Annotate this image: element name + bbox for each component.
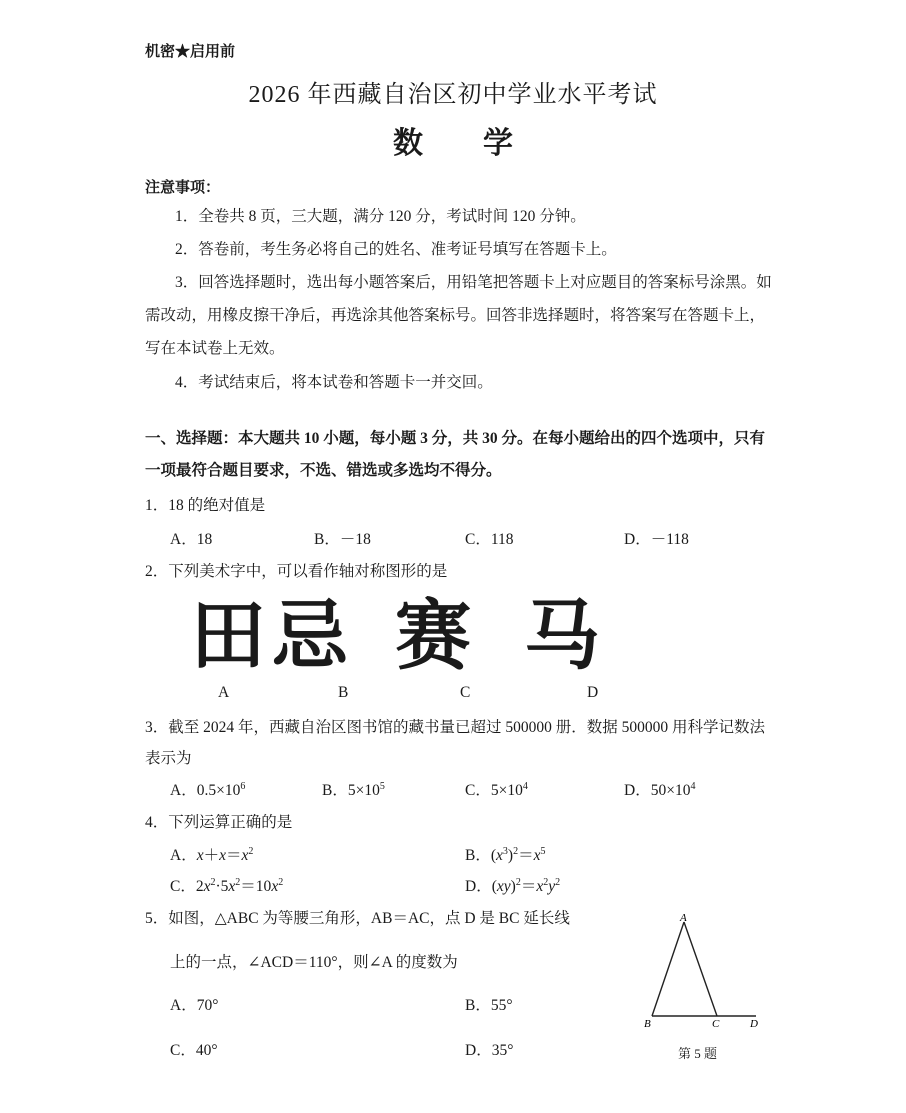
art-label-a: A bbox=[218, 684, 230, 701]
figure-caption: 第 5 题 bbox=[678, 1046, 718, 1061]
note-item: 1．全卷共 8 页，三大题，满分 120 分，考试时间 120 分钟。 bbox=[175, 208, 586, 225]
note-item: 3．回答选择题时，选出每小题答案后，用铅笔把答题卡上对应题目的答案标号涂黑。如需改动，用橡皮擦干净后，再选涂其他答案标号。回答非选择题时，将答案写在答题卡上，写在本试卷上无效。 bbox=[145, 274, 772, 357]
art-label-c: C bbox=[460, 684, 471, 701]
art-char-d: 马 bbox=[524, 591, 600, 680]
art-label-b: B bbox=[338, 684, 349, 701]
notes-heading: 注意事项： bbox=[145, 180, 221, 196]
exam-title: 2026 年西藏自治区初中学业水平考试 bbox=[248, 82, 658, 108]
q4-option-b: B．$(x^3)^2=x^5$ bbox=[465, 845, 546, 864]
art-char-a: 田 bbox=[190, 591, 266, 680]
q3-stem-text: 3．截至 2024 年，西藏自治区图书馆的藏书量已超过 500000 册．数据 500000 用科学记数法表示为 bbox=[145, 719, 766, 767]
subject-title: 数学 bbox=[393, 127, 573, 160]
q4-option-c: C．$2x^2\cdot 5x^2=10x^2$ bbox=[170, 876, 284, 895]
art-label-d: D bbox=[587, 684, 599, 701]
q4-option-d: D．$(xy)^2=x^2y^2$ bbox=[465, 876, 561, 895]
note-item: 4．考试结束后，将本试卷和答题卡一并交回。 bbox=[175, 374, 493, 391]
q4-option-a: A．$x+x=x^2$ bbox=[170, 845, 254, 864]
question-5-stem-line2: 上的一点，∠ACD＝110°，则∠A 的度数为 bbox=[170, 954, 458, 971]
question-3-stem bbox=[145, 712, 775, 774]
q5-option-c: C．40° bbox=[170, 1042, 218, 1059]
section-heading bbox=[145, 423, 773, 487]
question-1-stem: 1．18 的绝对值是 bbox=[145, 497, 266, 514]
q3-option-b: B．$5\times 10^5$ bbox=[322, 780, 385, 799]
question-4-stem: 4．下列运算正确的是 bbox=[145, 814, 293, 831]
art-char-c: 赛 bbox=[395, 591, 471, 680]
point-d-label: D bbox=[750, 1018, 758, 1030]
q3-option-d: D．$50\times 10^4$ bbox=[624, 780, 696, 799]
q5-option-a: A．70° bbox=[170, 997, 219, 1014]
q3-option-c: C．$5\times 10^4$ bbox=[465, 780, 528, 799]
side-ac bbox=[684, 922, 717, 1016]
q1-option-a: A．18 bbox=[170, 531, 213, 548]
point-c-label: C bbox=[712, 1018, 720, 1030]
point-b-label: B bbox=[644, 1018, 651, 1030]
q3-option-a: A．$0.5\times 10^6$ bbox=[170, 780, 246, 799]
side-ab bbox=[652, 922, 684, 1016]
q1-option-d: D．－118 bbox=[624, 531, 689, 548]
q5-option-b: B．55° bbox=[465, 997, 513, 1014]
q1-option-c: C．118 bbox=[465, 531, 514, 548]
section-title: 一、选择题：本大题共 10 小题，每小题 3 分，共 30 分。在每小题给出的四个选项中，只有一项最符合题目要求，不选、错选或多选均不得分。 bbox=[145, 430, 766, 479]
q5-option-d: D．35° bbox=[465, 1042, 514, 1059]
note-item: 2．答卷前，考生务必将自己的姓名、准考证号填写在答题卡上。 bbox=[175, 241, 617, 258]
question-5-stem-line1: 5．如图，△ABC 为等腰三角形，AB＝AC，点 D 是 BC 延长线 bbox=[145, 910, 570, 927]
triangle-figure bbox=[640, 910, 770, 1030]
q1-option-b: B．－18 bbox=[314, 531, 371, 548]
question-2-stem: 2．下列美术字中，可以看作轴对称图形的是 bbox=[145, 563, 448, 580]
point-a-label: A bbox=[680, 912, 687, 924]
confidential-mark: 机密★启用前 bbox=[145, 44, 236, 60]
art-char-b: 忌 bbox=[272, 591, 348, 680]
